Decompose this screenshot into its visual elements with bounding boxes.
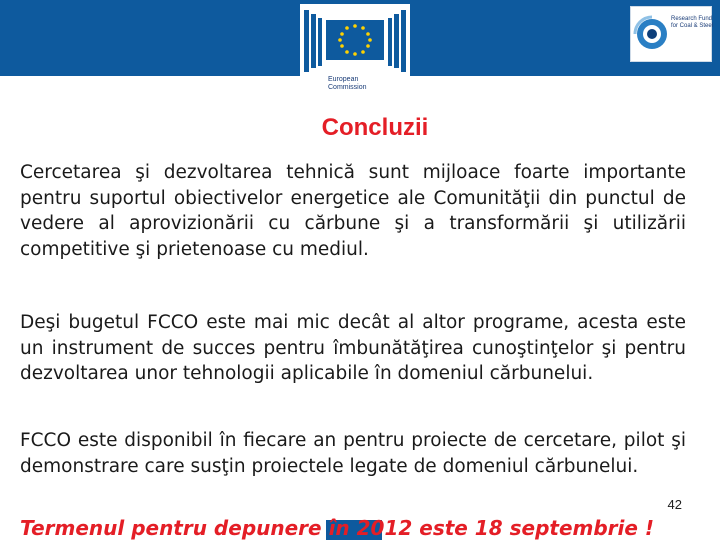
rfcs-emblem-icon [631, 7, 671, 61]
rfcs-logo-text: Research Fund for Coal & Steel [671, 16, 714, 29]
paragraph-research: Cercetarea şi dezvoltarea tehnică sunt mijloace foarte importante pentru suportul obiectivelor energetice ale Comunităţii din punctul de vedere al aprovizionării cu cărbune şi a transformării şi utilizării competitive şi prietenoase cu mediul. [20, 162, 686, 260]
ec-building-flag-icon [300, 4, 410, 76]
paragraph-availability: FCCO este disponibil în fiecare an pentru proiecte de cercetare, pilot şi demonstrare care susţin proiectele legate de domeniul cărbunelui. [20, 430, 686, 477]
page-number: 42 [667, 497, 682, 512]
deadline-notice: Termenul pentru depunere în 2012 este 18 septembrie ! [20, 516, 655, 540]
paragraph-budget: Deşi bugetul FCCO este mai mic decât al altor programe, acesta este un instrument de succes pentru îmbunătăţirea cunoştinţelor şi pentru dezvoltarea unor tehnologii aplicabile în domeniul cărbunelui. [20, 312, 686, 384]
slide-title: Concluzii [321, 114, 429, 141]
research-fund-logo [630, 6, 712, 62]
european-commission-logo [300, 4, 410, 102]
ec-logo-text: European Commission [328, 76, 367, 91]
